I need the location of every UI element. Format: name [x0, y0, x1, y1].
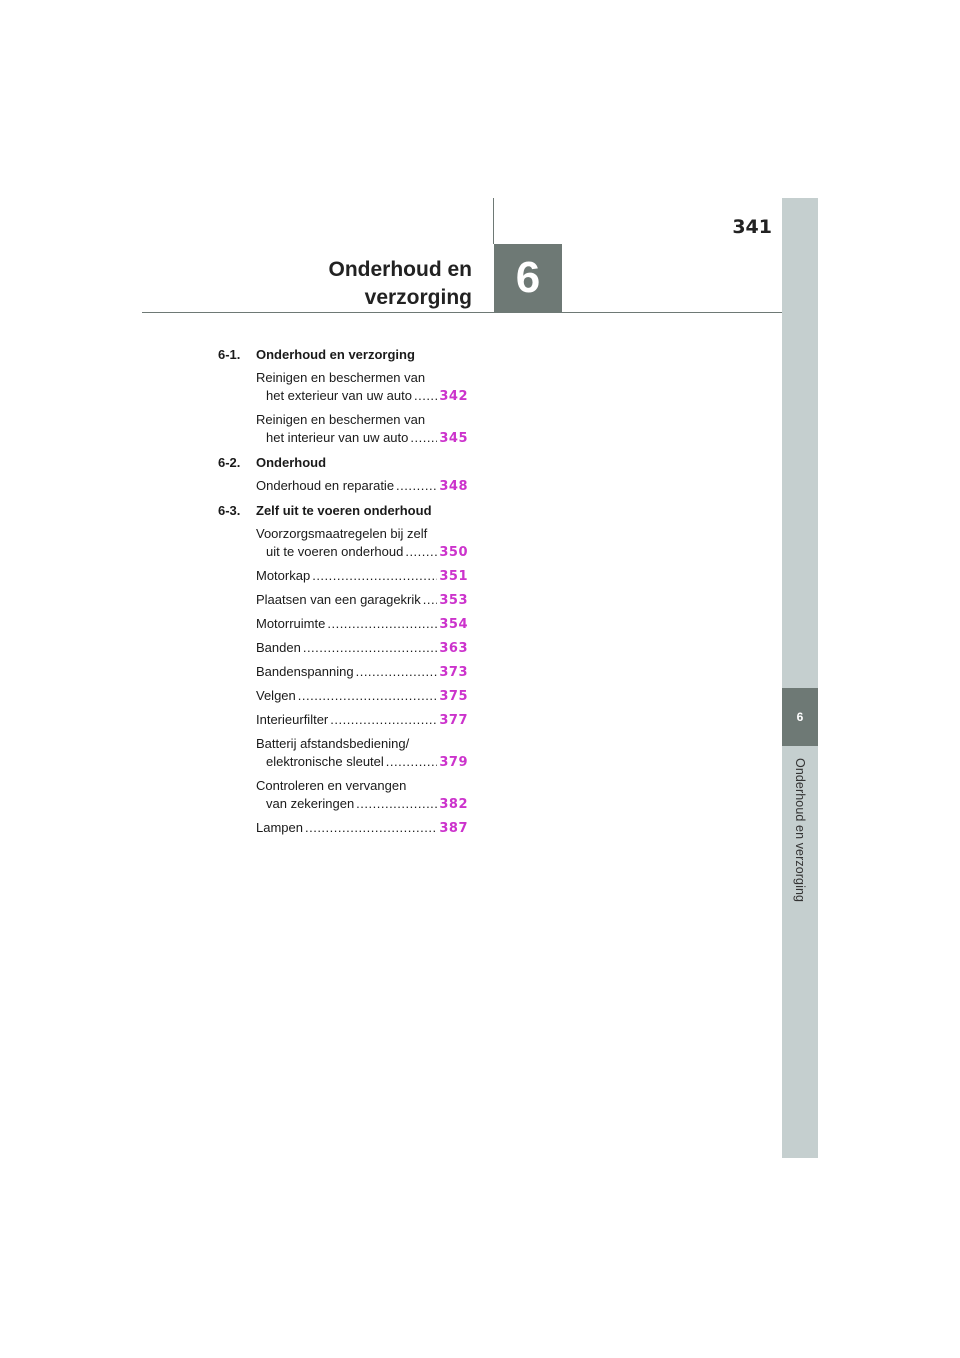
section-title: Onderhoud [256, 455, 327, 470]
page-link[interactable]: 375 [439, 689, 468, 704]
entry-label: Motorruimte [256, 616, 326, 631]
table-of-contents [218, 345, 468, 837]
toc-entry[interactable] [256, 369, 468, 405]
toc-entry[interactable] [256, 819, 468, 837]
entry-label: het exterieur van uw auto [266, 388, 412, 403]
entry-label: Batterij afstandsbediening/ [256, 736, 410, 751]
entry-label: Onderhoud en reparatie [256, 478, 395, 493]
entry-label: Lampen [256, 820, 303, 835]
toc-entry[interactable] [256, 711, 468, 729]
entry-label: elektronische sleutel [266, 754, 384, 769]
toc-section [218, 453, 468, 472]
entry-label: Plaatsen van een garagekrik [256, 592, 421, 607]
entry-label: Reinigen en beschermen van [256, 370, 426, 385]
page-link[interactable]: 350 [439, 545, 468, 560]
toc-entry[interactable] [256, 615, 468, 633]
entry-label: Motorkap [256, 568, 311, 583]
chapter-title-line1: Onderhoud en [328, 258, 472, 281]
page-link[interactable]: 348 [439, 479, 468, 494]
toc-entry[interactable] [256, 567, 468, 585]
chapter-side-label: Onderhoud en verzorging [793, 758, 807, 903]
entry-label: Interieurfilter [256, 712, 329, 727]
page-link[interactable]: 382 [439, 797, 468, 812]
header-vertical-rule [493, 198, 494, 244]
page-link[interactable]: 387 [439, 821, 468, 836]
entry-label: Velgen [256, 688, 296, 703]
toc-section [218, 501, 468, 520]
chapter-number: 6 [515, 253, 541, 302]
chapter-number-box [494, 244, 562, 312]
toc-entry[interactable] [256, 525, 468, 561]
section-number: 6-3. [218, 503, 241, 518]
toc-entry[interactable] [256, 477, 468, 495]
page-link[interactable]: 363 [439, 641, 468, 656]
page-number: 341 [732, 216, 772, 238]
entry-label: Banden [256, 640, 301, 655]
toc-entry[interactable] [256, 411, 468, 447]
chapter-title-line2: verzorging [364, 286, 472, 309]
toc-entry[interactable] [256, 687, 468, 705]
entry-label: van zekeringen [266, 796, 355, 811]
toc-entry[interactable] [256, 777, 468, 813]
chapter-title [300, 256, 472, 312]
entry-label: uit te voeren onderhoud [266, 544, 404, 559]
section-number: 6-1. [218, 347, 241, 362]
page-link[interactable]: 342 [439, 389, 468, 404]
entry-label: Voorzorgsmaatregelen bij zelf [256, 526, 428, 541]
side-tab-number: 6 [796, 710, 804, 724]
chapter-side-strip [782, 198, 818, 1158]
section-title: Zelf uit te voeren onderhoud [256, 503, 432, 518]
section-title: Onderhoud en verzorging [256, 347, 415, 362]
entry-label: Bandenspanning [256, 664, 354, 679]
entry-label: Reinigen en beschermen van [256, 412, 426, 427]
toc-entry[interactable] [256, 663, 468, 681]
page-link[interactable]: 373 [439, 665, 468, 680]
toc-entry[interactable] [256, 735, 468, 771]
entry-label: Controleren en vervangen [256, 778, 407, 793]
entry-label: het interieur van uw auto [266, 430, 409, 445]
page-link[interactable]: 354 [439, 617, 468, 632]
page-link[interactable]: 351 [439, 569, 468, 584]
page-link[interactable]: 377 [439, 713, 468, 728]
toc-entry[interactable] [256, 591, 468, 609]
page-link[interactable]: 379 [439, 755, 468, 770]
chapter-side-tab[interactable] [782, 688, 818, 746]
page-link[interactable]: 345 [439, 431, 468, 446]
page-link[interactable]: 353 [439, 593, 468, 608]
toc-section [218, 345, 468, 364]
header-horizontal-rule [142, 312, 782, 313]
section-number: 6-2. [218, 455, 241, 470]
toc-entry[interactable] [256, 639, 468, 657]
